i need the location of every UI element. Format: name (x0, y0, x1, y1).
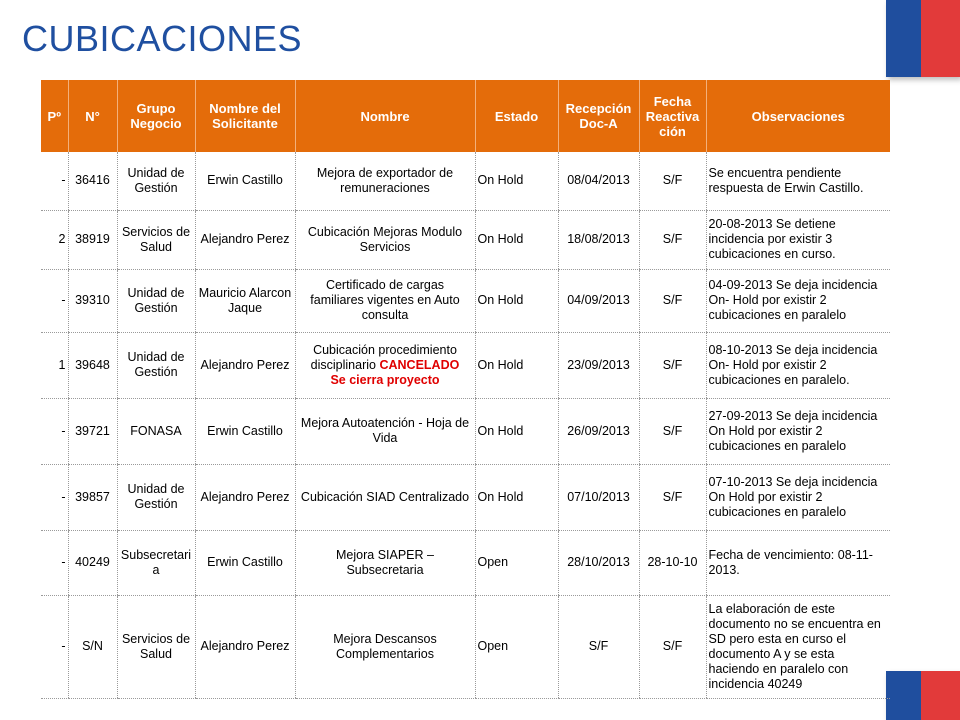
flag-blue-stripe (886, 671, 921, 720)
cell-prioridad: 1 (41, 332, 68, 398)
cell-numero: 39857 (68, 464, 117, 530)
cell-prioridad: - (41, 152, 68, 210)
cell-numero: 38919 (68, 210, 117, 269)
cell-recepcion: 28/10/2013 (558, 530, 639, 595)
cell-numero: 39648 (68, 332, 117, 398)
cell-numero: 39310 (68, 269, 117, 332)
cell-nombre: Mejora Descansos Complementarios (295, 595, 475, 698)
cell-estado: On Hold (475, 269, 558, 332)
table-row (41, 398, 890, 464)
cell-observaciones: 07-10-2013 Se deja incidencia On Hold por existir 2 cubicaciones en paralelo (706, 464, 890, 530)
cell-prioridad: - (41, 398, 68, 464)
cell-fecha: S/F (639, 464, 706, 530)
header-numero: N° (68, 80, 117, 152)
table-row (41, 210, 890, 269)
cell-observaciones: 20-08-2013 Se detiene incidencia por existir 3 cubicaciones en curso. (706, 210, 890, 269)
table-row (41, 595, 890, 698)
table-row (41, 152, 890, 210)
cell-estado: On Hold (475, 398, 558, 464)
table-row (41, 332, 890, 398)
cell-recepcion: 07/10/2013 (558, 464, 639, 530)
cell-observaciones: 27-09-2013 Se deja incidencia On Hold por existir 2 cubicaciones en paralelo (706, 398, 890, 464)
header-recepcion: Recepción Doc-A (558, 80, 639, 152)
header-nombre: Nombre (295, 80, 475, 152)
cubicaciones-table (41, 80, 890, 699)
table-row (41, 269, 890, 332)
cell-prioridad: - (41, 464, 68, 530)
cell-solicitante: Alejandro Perez (195, 210, 295, 269)
flag-decoration-bottom (886, 671, 960, 720)
cell-grupo: Unidad de Gestión (117, 332, 195, 398)
cell-recepcion: 08/04/2013 (558, 152, 639, 210)
cell-observaciones: 04-09-2013 Se deja incidencia On- Hold por existir 2 cubicaciones en paralelo (706, 269, 890, 332)
cell-grupo: FONASA (117, 398, 195, 464)
flag-red-stripe (921, 671, 960, 720)
cell-solicitante: Alejandro Perez (195, 332, 295, 398)
cell-fecha: S/F (639, 595, 706, 698)
cell-grupo: Servicios de Salud (117, 595, 195, 698)
cell-prioridad: - (41, 595, 68, 698)
cell-observaciones: La elaboración de este documento no se encuentra en SD pero esta en curso el documento A y se esta haciendo en paralelo con incidencia 40249 (706, 595, 890, 698)
table-row (41, 464, 890, 530)
cell-estado: On Hold (475, 152, 558, 210)
cell-prioridad: 2 (41, 210, 68, 269)
flag-blue-stripe (886, 0, 921, 77)
cell-nombre: Cubicación SIAD Centralizado (295, 464, 475, 530)
cell-observaciones: 08-10-2013 Se deja incidencia On- Hold por existir 2 cubicaciones en paralelo. (706, 332, 890, 398)
cell-grupo: Servicios de Salud (117, 210, 195, 269)
cell-recepcion: S/F (558, 595, 639, 698)
nombre-text: Cubicación procedimiento disciplinario (310, 342, 457, 372)
cell-estado: On Hold (475, 210, 558, 269)
cell-estado: Open (475, 595, 558, 698)
cell-solicitante: Alejandro Perez (195, 595, 295, 698)
header-grupo-negocio: Grupo Negocio (117, 80, 195, 152)
flag-red-stripe (921, 0, 960, 77)
header-prioridad: Pº (41, 80, 68, 152)
cell-prioridad: - (41, 530, 68, 595)
cell-numero: S/N (68, 595, 117, 698)
cell-grupo: Unidad de Gestión (117, 152, 195, 210)
cierre-proyecto-label: Se cierra proyecto (330, 372, 440, 387)
cell-solicitante: Erwin Castillo (195, 530, 295, 595)
header-observaciones: Observaciones (706, 80, 890, 152)
cell-nombre: Certificado de cargas familiares vigentes en Auto consulta (295, 269, 475, 332)
cell-fecha: S/F (639, 398, 706, 464)
cell-numero: 36416 (68, 152, 117, 210)
cancelado-label: CANCELADO (379, 357, 460, 372)
cell-fecha: S/F (639, 332, 706, 398)
header-fecha-reactivacion: Fecha Reactiva ción (639, 80, 706, 152)
cell-estado: Open (475, 530, 558, 595)
cell-observaciones: Fecha de vencimiento: 08-11-2013. (706, 530, 890, 595)
header-solicitante: Nombre del Solicitante (195, 80, 295, 152)
cell-recepcion: 04/09/2013 (558, 269, 639, 332)
cell-observaciones: Se encuentra pendiente respuesta de Erwin Castillo. (706, 152, 890, 210)
cell-fecha: S/F (639, 210, 706, 269)
cell-recepcion: 26/09/2013 (558, 398, 639, 464)
cell-solicitante: Erwin Castillo (195, 398, 295, 464)
cell-solicitante: Alejandro Perez (195, 464, 295, 530)
cell-grupo: Unidad de Gestión (117, 464, 195, 530)
cell-estado: On Hold (475, 464, 558, 530)
cell-numero: 40249 (68, 530, 117, 595)
cell-solicitante: Erwin Castillo (195, 152, 295, 210)
cell-grupo: Subsecretari a (117, 530, 195, 595)
cell-nombre: Cubicación Mejoras Modulo Servicios (295, 210, 475, 269)
cell-solicitante: Mauricio Alarcon Jaque (195, 269, 295, 332)
header-estado: Estado (475, 80, 558, 152)
cell-prioridad: - (41, 269, 68, 332)
cell-fecha: S/F (639, 152, 706, 210)
cell-numero: 39721 (68, 398, 117, 464)
cell-estado: On Hold (475, 332, 558, 398)
cell-recepcion: 18/08/2013 (558, 210, 639, 269)
cell-nombre: Mejora de exportador de remuneraciones (295, 152, 475, 210)
table-header-row (41, 80, 890, 152)
cell-nombre: Mejora SIAPER – Subsecretaria (295, 530, 475, 595)
cell-fecha: S/F (639, 269, 706, 332)
cell-nombre: Mejora Autoatención - Hoja de Vida (295, 398, 475, 464)
cell-recepcion: 23/09/2013 (558, 332, 639, 398)
flag-decoration-top (886, 0, 960, 77)
cell-grupo: Unidad de Gestión (117, 269, 195, 332)
cell-nombre (295, 332, 475, 398)
table-row (41, 530, 890, 595)
page-title: CUBICACIONES (22, 18, 303, 59)
cell-fecha: 28-10-10 (639, 530, 706, 595)
